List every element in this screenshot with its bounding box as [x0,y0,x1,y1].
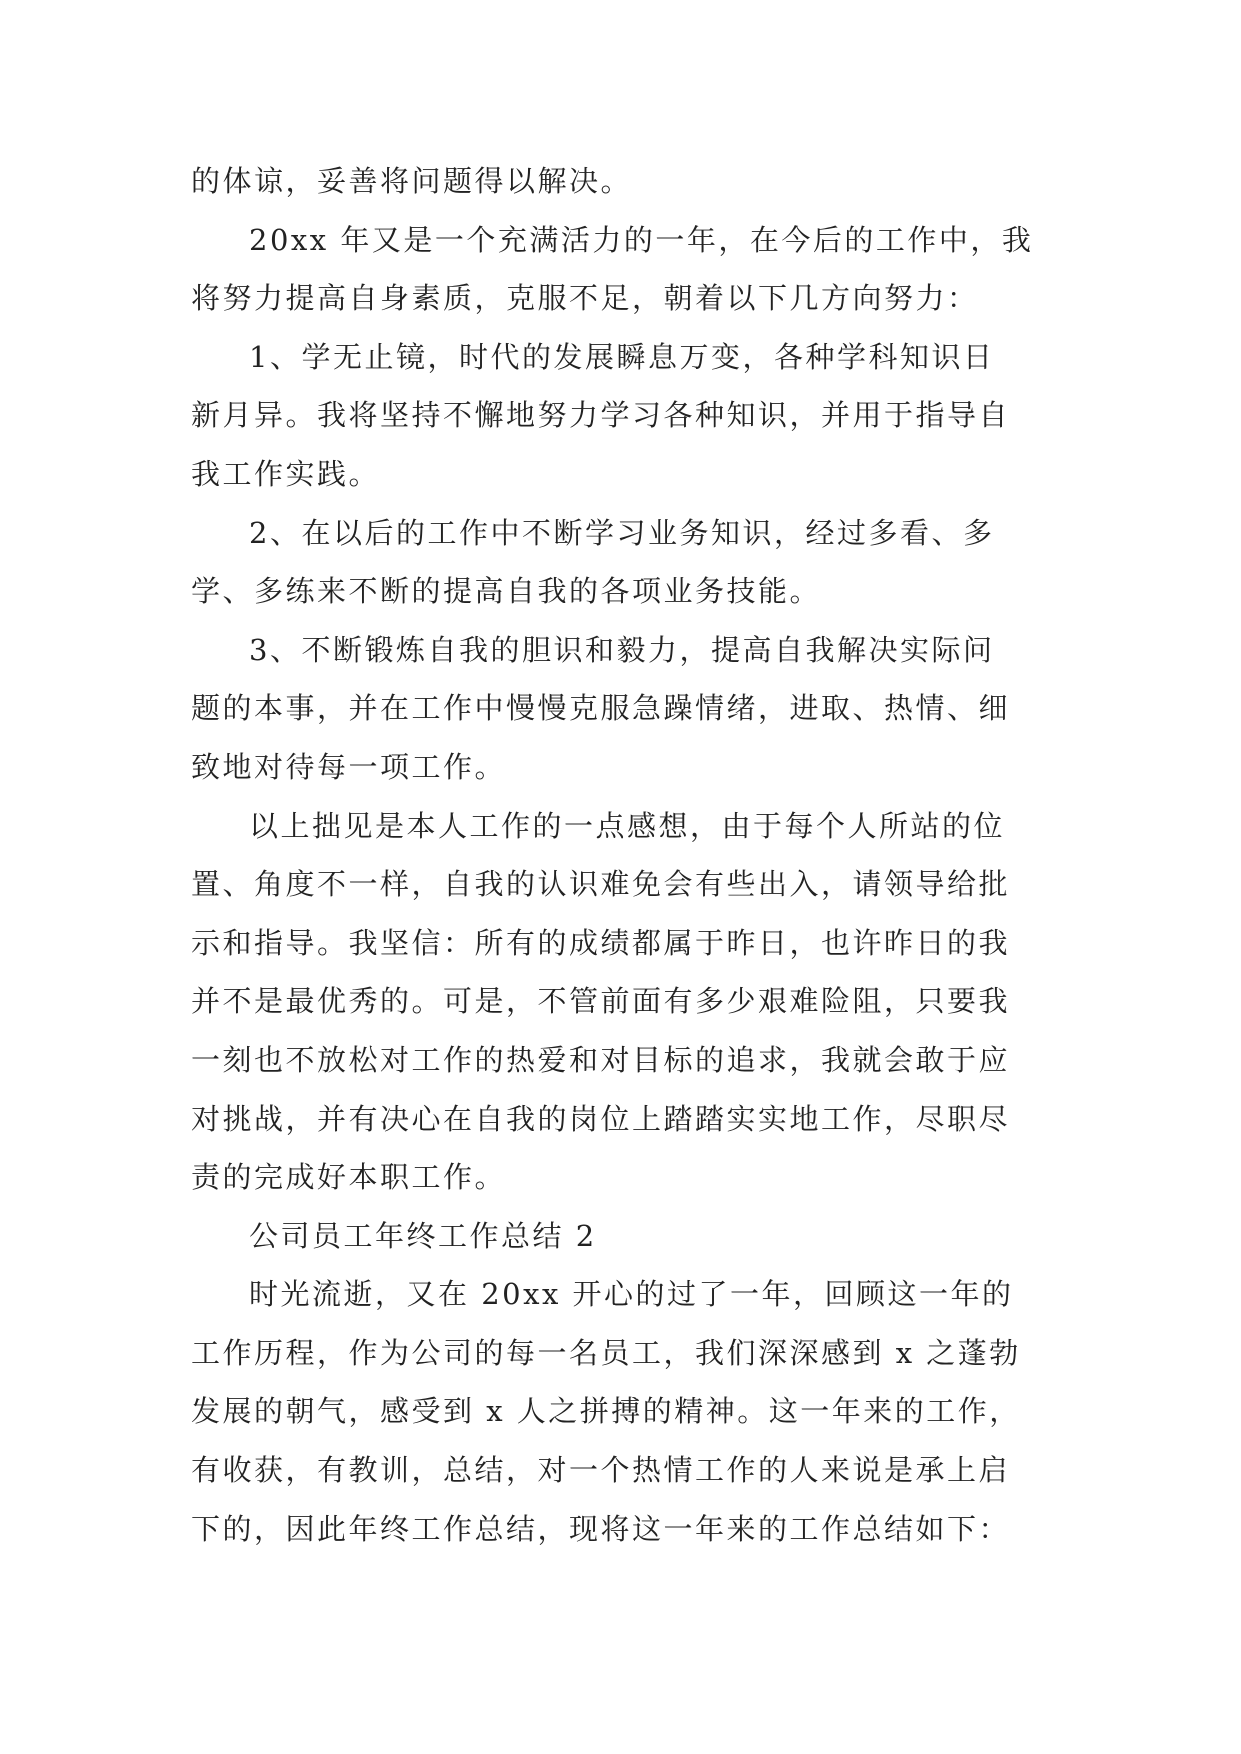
text-line: 学、多练来不断的提高自我的各项业务技能。 [191,574,822,609]
text-line: 将努力提高自身素质，克服不足，朝着以下几方向努力： [191,281,979,316]
text-line: 20xx 年又是一个充满活力的一年，在今后的工作中，我 [249,222,1034,257]
text-line: 置、角度不一样，自我的认识难免会有些出入，请领导给批 [191,867,1011,902]
section-heading: 公司员工年终工作总结 2 [249,1218,597,1253]
text-line: 题的本事，并在工作中慢慢克服急躁情绪，进取、热情、细 [191,691,1011,726]
text-line: 时光流逝，又在 20xx 开心的过了一年，回顾这一年的 [249,1277,1014,1312]
text-line: 致地对待每一项工作。 [191,749,507,784]
text-line: 3、不断锻炼自我的胆识和毅力，提高自我解决实际问 [249,632,995,667]
text-line: 的体谅，妥善将问题得以解决。 [191,164,633,198]
text-line: 示和指导。我坚信：所有的成绩都属于昨日，也许昨日的我 [191,925,1011,960]
text-line: 一刻也不放松对工作的热爱和对目标的追求，我就会敢于应 [191,1042,1011,1077]
text-line: 发展的朝气，感受到 x 人之拼搏的精神。这一年来的工作， [191,1394,1021,1429]
text-line: 新月异。我将坚持不懈地努力学习各种知识，并用于指导自 [191,398,1011,433]
text-line: 并不是最优秀的。可是，不管前面有多少艰难险阻，只要我 [191,984,1011,1019]
text-line: 我工作实践。 [191,456,381,491]
text-line: 以上拙见是本人工作的一点感想，由于每个人所站的位 [249,808,1006,843]
text-line: 工作历程，作为公司的每一名员工，我们深深感到 x 之蓬勃 [191,1335,1021,1370]
text-line: 对挑战，并有决心在自我的岗位上踏踏实实地工作，尽职尽 [191,1101,1011,1136]
text-line: 下的，因此年终工作总结，现将这一年来的工作总结如下： [191,1511,1011,1546]
text-line: 2、在以后的工作中不断学习业务知识，经过多看、多 [249,515,995,550]
document-body [191,152,1066,1558]
text-line: 1、学无止镜，时代的发展瞬息万变，各种学科知识日 [249,339,995,374]
text-line: 有收获，有教训，总结，对一个热情工作的人来说是承上启 [191,1453,1011,1488]
text-line: 责的完成好本职工作。 [191,1160,507,1195]
